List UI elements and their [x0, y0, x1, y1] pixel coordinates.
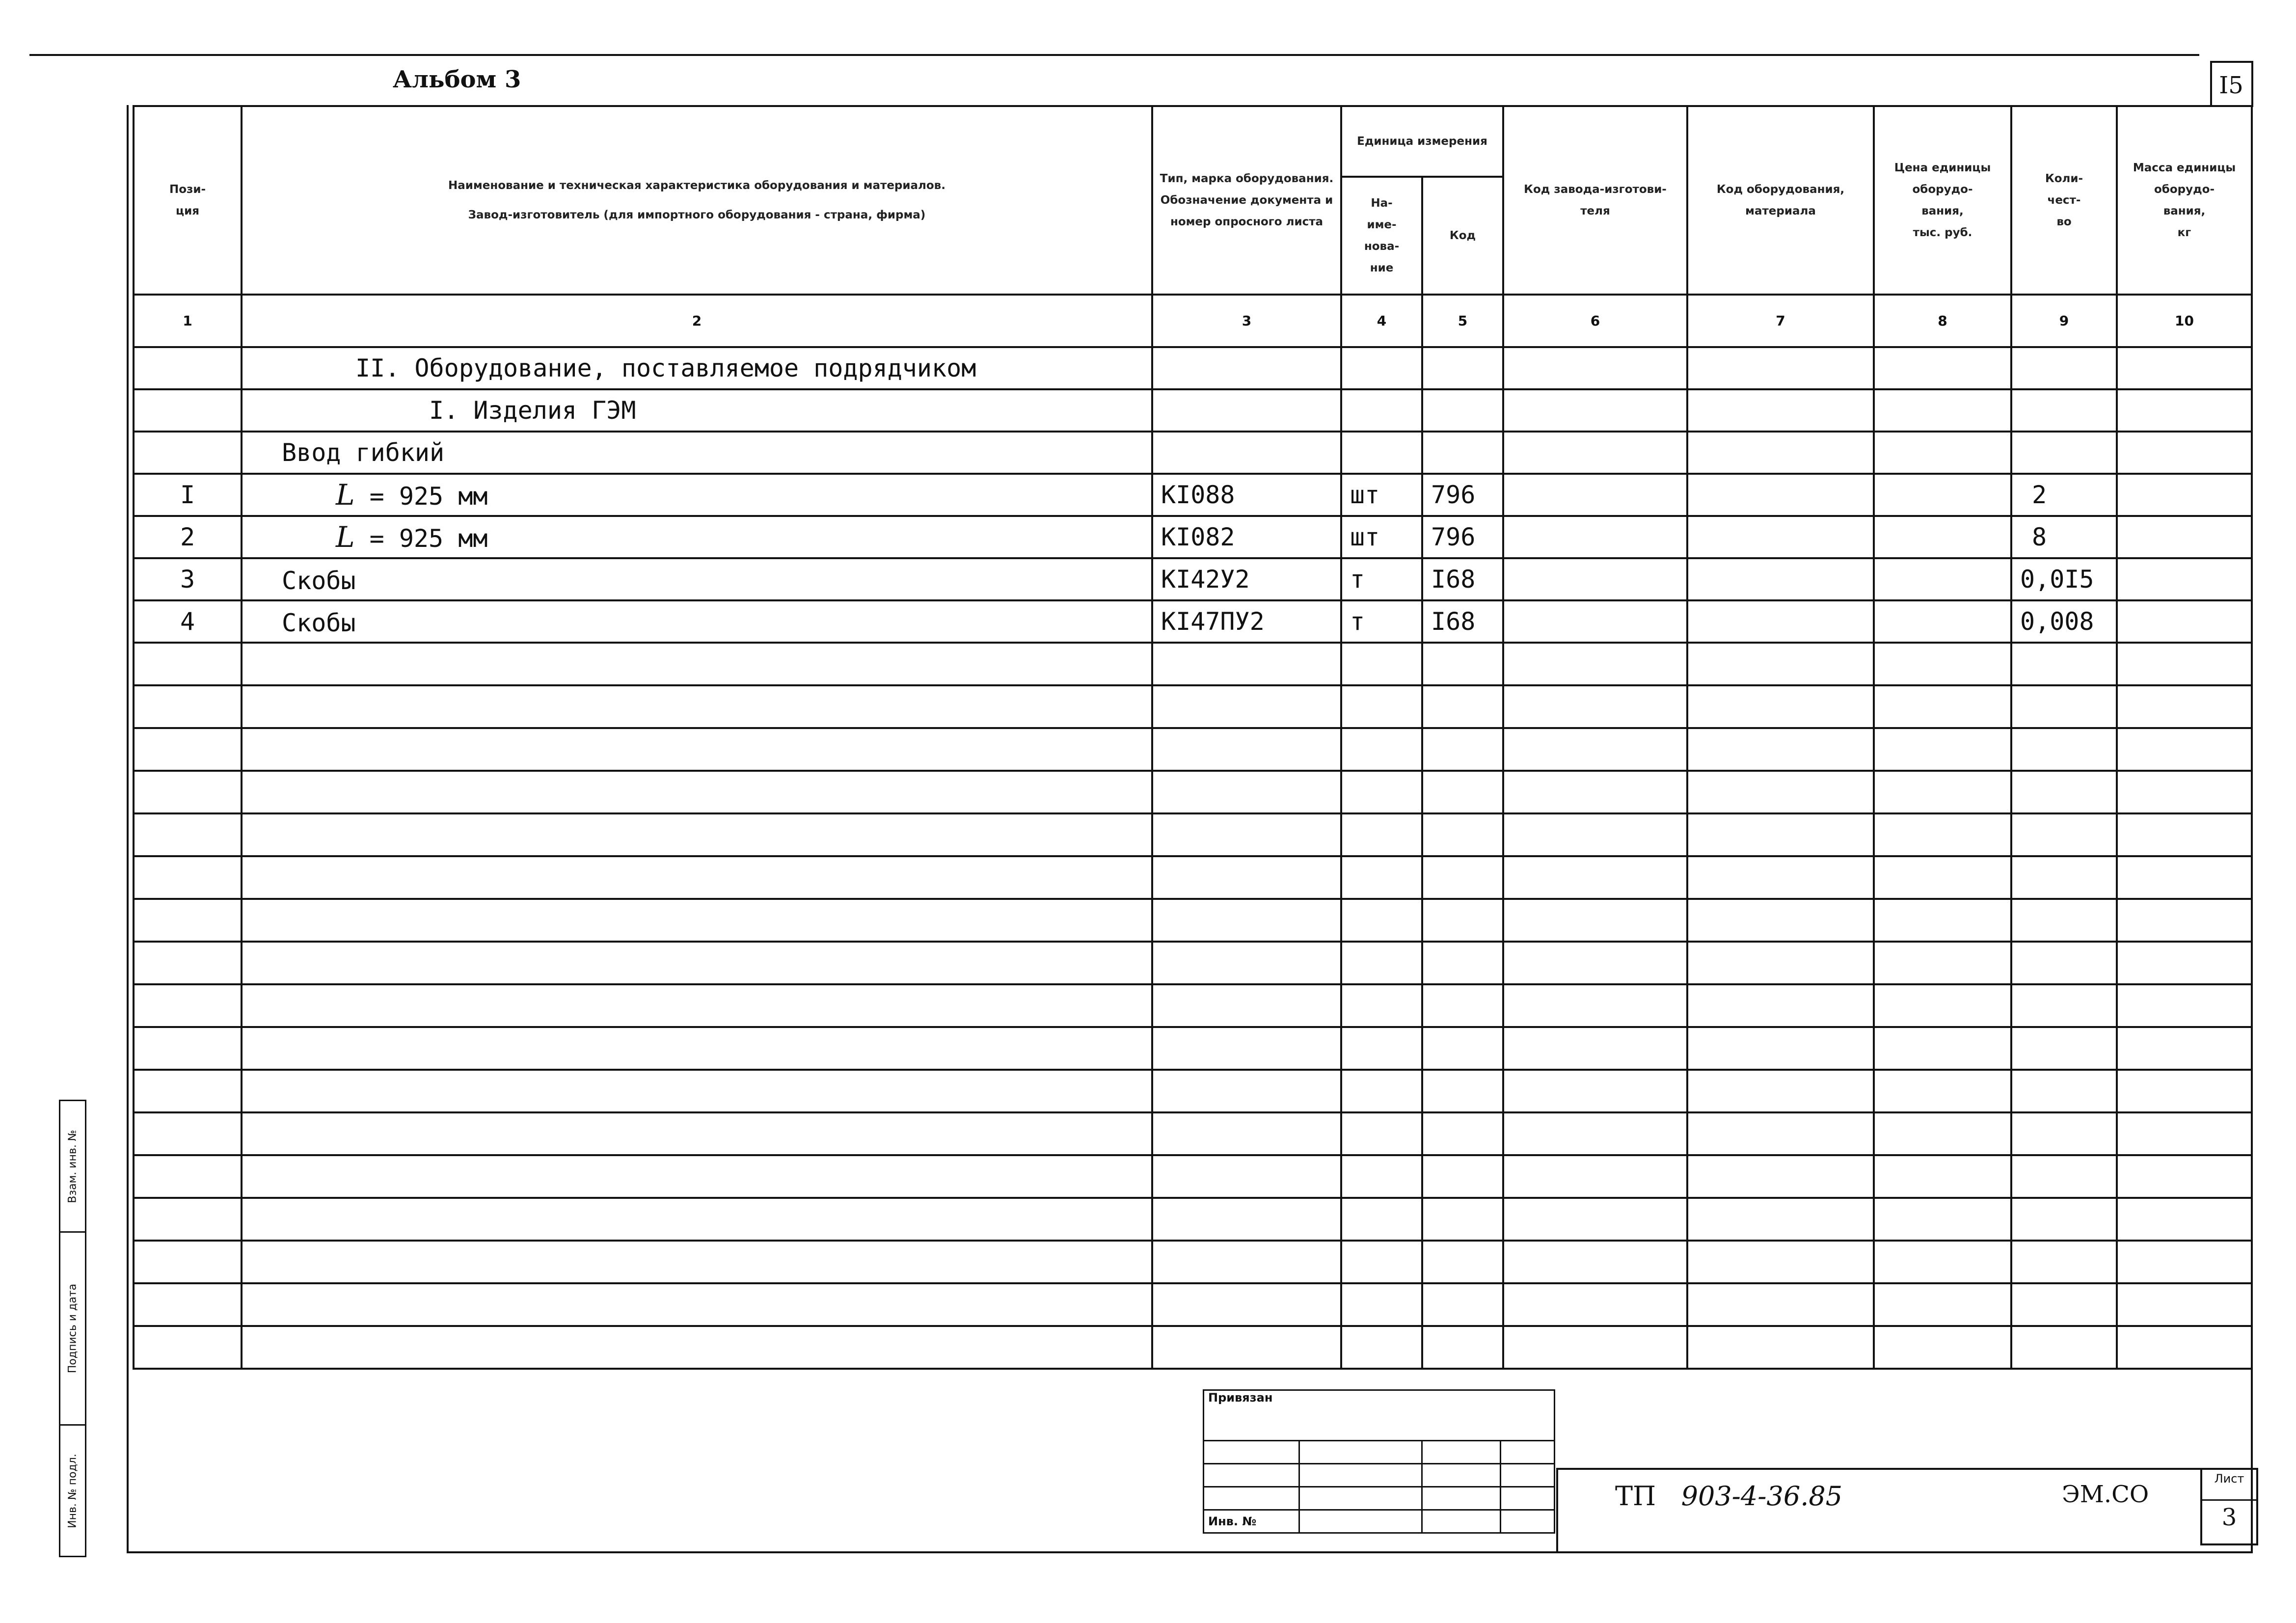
- empty-cell: [1152, 984, 1341, 1027]
- cell-unit-code: I68: [1422, 600, 1503, 643]
- col-number: 6: [1503, 295, 1687, 347]
- document-number: [1615, 1481, 1842, 1512]
- inv-no-label: Инв. №: [1204, 1510, 1299, 1533]
- empty-cell: [242, 1198, 1152, 1241]
- empty-rows: [134, 643, 2252, 1369]
- side-stamp-inv-podl: [59, 1424, 86, 1557]
- empty-cell: [1874, 813, 2011, 856]
- empty-cell: [134, 942, 242, 984]
- empty-cell: [2117, 1155, 2252, 1198]
- empty-cell: [242, 1027, 1152, 1070]
- cell-name-text: Скобы: [282, 567, 356, 595]
- empty-row: [134, 1241, 2252, 1283]
- empty-cell: [2117, 1283, 2252, 1326]
- empty-cell: [1687, 899, 1874, 942]
- empty-cell: [1341, 1155, 1422, 1198]
- empty-cell: [1422, 771, 1503, 813]
- empty-cell: [1152, 1241, 1341, 1283]
- cell-name-text: = 925 мм: [354, 524, 488, 553]
- cell-unit-name: т: [1341, 600, 1422, 643]
- empty-cell: [242, 1283, 1152, 1326]
- col-header-position: Пози- ция: [134, 106, 242, 295]
- empty-cell: [2117, 1027, 2252, 1070]
- document-code: 903-4-36.85: [1681, 1481, 1843, 1512]
- empty-cell: [134, 1283, 242, 1326]
- empty-cell: [1687, 685, 1874, 728]
- empty-cell: [1874, 1112, 2011, 1155]
- empty-cell: [1422, 1027, 1503, 1070]
- empty-cell: [2011, 1027, 2117, 1070]
- empty-cell: [1152, 1326, 1341, 1369]
- empty-cell: [2011, 685, 2117, 728]
- empty-cell: [134, 856, 242, 899]
- side-label-inv-podl: Инв. № подл.: [66, 1453, 79, 1528]
- empty-cell: [1341, 685, 1422, 728]
- empty-cell: [1503, 1326, 1687, 1369]
- cell-unit-code: I68: [1422, 558, 1503, 600]
- empty-cell: [242, 728, 1152, 771]
- col-number: 2: [242, 295, 1152, 347]
- empty-cell: [2117, 856, 2252, 899]
- empty-row: [134, 984, 2252, 1027]
- empty-row: [134, 1155, 2252, 1198]
- empty-cell: [1341, 856, 1422, 899]
- empty-cell: [1152, 728, 1341, 771]
- empty-cell: [1152, 1283, 1341, 1326]
- empty-cell: [1422, 1326, 1503, 1369]
- empty-cell: [2011, 1326, 2117, 1369]
- empty-cell: [1503, 1070, 1687, 1112]
- empty-cell: [2011, 942, 2117, 984]
- empty-cell: [1874, 1027, 2011, 1070]
- empty-row: [134, 1283, 2252, 1326]
- cell-unit-name: шт: [1341, 474, 1422, 516]
- cell-name-text: Скобы: [282, 609, 356, 637]
- cell-unit-name: шт: [1341, 516, 1422, 558]
- empty-cell: [2011, 728, 2117, 771]
- col-header-unit-name: На- име- нова- ние: [1341, 177, 1422, 295]
- empty-cell: [1152, 1198, 1341, 1241]
- empty-cell: [1687, 1283, 1874, 1326]
- empty-cell: [1152, 856, 1341, 899]
- empty-cell: [1152, 1155, 1341, 1198]
- empty-cell: [2011, 813, 2117, 856]
- empty-row: [134, 1027, 2252, 1070]
- empty-cell: [134, 1241, 242, 1283]
- col-number: 3: [1152, 295, 1341, 347]
- empty-cell: [1152, 899, 1341, 942]
- title-block-top-line: [1556, 1468, 2204, 1470]
- empty-cell: [134, 984, 242, 1027]
- empty-cell: [1341, 813, 1422, 856]
- col-header-name: Наименование и техническая характеристика оборудования и материалов. Завод-изготовитель (для импортного оборудования - страна, фирма): [242, 106, 1152, 295]
- empty-cell: [1687, 1198, 1874, 1241]
- cell-name: [242, 516, 1152, 558]
- empty-cell: [2011, 771, 2117, 813]
- col-number: 10: [2117, 295, 2252, 347]
- col-header-equipment-code: Код оборудования, материала: [1687, 106, 1874, 295]
- empty-cell: [134, 771, 242, 813]
- empty-cell: [242, 685, 1152, 728]
- empty-cell: [2117, 1198, 2252, 1241]
- col-header-mass: Масса единицы оборудо- вания, кг: [2117, 106, 2252, 295]
- empty-cell: [1687, 1155, 1874, 1198]
- empty-cell: [1874, 728, 2011, 771]
- col-header-manufacturer-code: Код завода-изготови- теля: [1503, 106, 1687, 295]
- empty-cell: [2011, 984, 2117, 1027]
- empty-cell: [2117, 984, 2252, 1027]
- empty-cell: [1422, 899, 1503, 942]
- column-numbers-row: [134, 295, 2252, 347]
- section-row: [134, 347, 2252, 389]
- empty-cell: [2117, 1112, 2252, 1155]
- table-row: [134, 516, 2252, 558]
- empty-cell: [1341, 1027, 1422, 1070]
- empty-cell: [2117, 643, 2252, 685]
- section-title: II. Оборудование, поставляемое подрядчиком: [242, 347, 1152, 389]
- col-header-unit-group: Единица измерения: [1341, 106, 1503, 177]
- empty-cell: [1152, 771, 1341, 813]
- empty-row: [134, 1112, 2252, 1155]
- empty-cell: [242, 1241, 1152, 1283]
- empty-row: [134, 856, 2252, 899]
- empty-cell: [1341, 728, 1422, 771]
- side-label-vzam-inv: Взам. инв. №: [66, 1129, 79, 1203]
- empty-cell: [1874, 1326, 2011, 1369]
- empty-cell: [2117, 771, 2252, 813]
- empty-cell: [1503, 984, 1687, 1027]
- cell-quantity: 0,008: [2011, 600, 2117, 643]
- cell-unit-code: 796: [1422, 516, 1503, 558]
- empty-cell: [1422, 1155, 1503, 1198]
- empty-cell: [2011, 1112, 2117, 1155]
- col-header-unit-code: Код: [1422, 177, 1503, 295]
- empty-cell: [1422, 643, 1503, 685]
- cell-quantity: 8: [2011, 516, 2117, 558]
- empty-cell: [2011, 1070, 2117, 1112]
- empty-cell: [1422, 1070, 1503, 1112]
- empty-cell: [1341, 942, 1422, 984]
- binding-stamp: [1203, 1389, 1555, 1534]
- col-header-type: Тип, марка оборудования. Обозначение документа и номер опросного листа: [1152, 106, 1341, 295]
- subsection-row: [134, 389, 2252, 432]
- empty-cell: [1503, 813, 1687, 856]
- empty-cell: [2117, 813, 2252, 856]
- empty-cell: [2011, 1155, 2117, 1198]
- document-mark: ЭМ.СО: [2062, 1481, 2149, 1508]
- empty-cell: [1687, 942, 1874, 984]
- cell-type: KI082: [1152, 516, 1341, 558]
- empty-cell: [1341, 771, 1422, 813]
- empty-cell: [242, 899, 1152, 942]
- empty-cell: [1687, 728, 1874, 771]
- empty-cell: [1422, 813, 1503, 856]
- empty-cell: [1341, 1112, 1422, 1155]
- empty-cell: [1152, 1070, 1341, 1112]
- empty-cell: [1152, 942, 1341, 984]
- empty-cell: [1687, 1241, 1874, 1283]
- empty-cell: [1503, 685, 1687, 728]
- empty-cell: [1874, 899, 2011, 942]
- empty-cell: [242, 984, 1152, 1027]
- empty-cell: [1874, 685, 2011, 728]
- empty-cell: [242, 1155, 1152, 1198]
- col-number: 7: [1687, 295, 1874, 347]
- cell-quantity: 2: [2011, 474, 2117, 516]
- empty-cell: [1152, 1112, 1341, 1155]
- empty-cell: [1874, 1070, 2011, 1112]
- cell-quantity: 0,0I5: [2011, 558, 2117, 600]
- cell-type: KI47ПУ2: [1152, 600, 1341, 643]
- empty-cell: [1152, 1027, 1341, 1070]
- empty-cell: [1503, 1155, 1687, 1198]
- header-row-top: [134, 106, 2252, 177]
- empty-cell: [1341, 1283, 1422, 1326]
- side-stamp-vzam-inv: [59, 1100, 86, 1233]
- empty-cell: [1341, 643, 1422, 685]
- cell-name-text: = 925 мм: [354, 482, 488, 511]
- empty-cell: [1503, 771, 1687, 813]
- empty-cell: [2117, 1241, 2252, 1283]
- cell-unit-code: 796: [1422, 474, 1503, 516]
- empty-row: [134, 643, 2252, 685]
- top-border-line: [29, 54, 2199, 56]
- empty-row: [134, 1326, 2252, 1369]
- empty-cell: [242, 813, 1152, 856]
- empty-cell: [134, 1112, 242, 1155]
- empty-cell: [1687, 643, 1874, 685]
- empty-row: [134, 813, 2252, 856]
- empty-cell: [1422, 856, 1503, 899]
- empty-cell: [1422, 1241, 1503, 1283]
- empty-cell: [1422, 1112, 1503, 1155]
- empty-cell: [2117, 1326, 2252, 1369]
- empty-cell: [242, 1326, 1152, 1369]
- empty-cell: [2117, 899, 2252, 942]
- col-number: 9: [2011, 295, 2117, 347]
- empty-cell: [134, 728, 242, 771]
- empty-cell: [1687, 856, 1874, 899]
- sheet-box: [2200, 1468, 2258, 1545]
- empty-cell: [1503, 728, 1687, 771]
- privyazan-label: Привязан: [1204, 1390, 1555, 1441]
- empty-cell: [2011, 856, 2117, 899]
- cell-type: KI088: [1152, 474, 1341, 516]
- empty-cell: [1341, 984, 1422, 1027]
- empty-cell: [1874, 1241, 2011, 1283]
- col-header-price: Цена единицы оборудо- вания, тыс. руб.: [1874, 106, 2011, 295]
- cell-position: I: [134, 474, 242, 516]
- length-symbol: L: [336, 478, 355, 512]
- empty-cell: [134, 685, 242, 728]
- empty-cell: [1874, 643, 2011, 685]
- empty-cell: [1874, 984, 2011, 1027]
- empty-cell: [134, 1326, 242, 1369]
- empty-cell: [1422, 685, 1503, 728]
- empty-cell: [1874, 1155, 2011, 1198]
- empty-cell: [1503, 1283, 1687, 1326]
- empty-cell: [1874, 856, 2011, 899]
- side-label-podpis-data: Подпись и дата: [66, 1283, 79, 1374]
- empty-cell: [1687, 771, 1874, 813]
- empty-cell: [134, 899, 242, 942]
- table-row: [134, 474, 2252, 516]
- empty-cell: [1503, 1241, 1687, 1283]
- empty-row: [134, 728, 2252, 771]
- empty-row: [134, 1198, 2252, 1241]
- cell-position: 3: [134, 558, 242, 600]
- empty-cell: [134, 1070, 242, 1112]
- table-row: [134, 558, 2252, 600]
- empty-cell: [1422, 1283, 1503, 1326]
- cell-position: 4: [134, 600, 242, 643]
- empty-cell: [1503, 942, 1687, 984]
- empty-row: [134, 942, 2252, 984]
- empty-cell: [1503, 856, 1687, 899]
- empty-cell: [134, 1155, 242, 1198]
- empty-cell: [242, 771, 1152, 813]
- title-block-left-line: [1556, 1468, 1558, 1551]
- cell-position: 2: [134, 516, 242, 558]
- empty-cell: [1687, 813, 1874, 856]
- empty-cell: [1152, 813, 1341, 856]
- sheet-page-number: 3: [2202, 1499, 2256, 1531]
- cell-type: KI42У2: [1152, 558, 1341, 600]
- empty-cell: [2011, 1283, 2117, 1326]
- empty-cell: [1687, 1070, 1874, 1112]
- empty-cell: [1874, 771, 2011, 813]
- bottom-border-line: [127, 1551, 2252, 1553]
- empty-cell: [134, 1027, 242, 1070]
- empty-cell: [1503, 1112, 1687, 1155]
- empty-cell: [2011, 1198, 2117, 1241]
- empty-cell: [2011, 899, 2117, 942]
- empty-cell: [1687, 1027, 1874, 1070]
- side-stamp-podpis-data: [59, 1231, 86, 1426]
- col-number: 1: [134, 295, 242, 347]
- empty-row: [134, 685, 2252, 728]
- empty-cell: [1341, 1241, 1422, 1283]
- empty-cell: [1152, 643, 1341, 685]
- empty-row: [134, 1070, 2252, 1112]
- empty-cell: [134, 1198, 242, 1241]
- col-number: 4: [1341, 295, 1422, 347]
- col-number: 5: [1422, 295, 1503, 347]
- empty-cell: [134, 813, 242, 856]
- empty-cell: [1687, 1326, 1874, 1369]
- length-symbol: L: [336, 520, 355, 554]
- subsection-title: I. Изделия ГЭМ: [242, 389, 1152, 432]
- sheet-number: I5: [2219, 72, 2243, 99]
- cell-name: [242, 600, 1152, 643]
- document-prefix: ТП: [1615, 1481, 1656, 1512]
- specification-table: [133, 105, 2253, 1370]
- empty-cell: [1874, 1198, 2011, 1241]
- empty-cell: [1341, 899, 1422, 942]
- empty-cell: [242, 643, 1152, 685]
- sheet-label: Лист: [2214, 1472, 2244, 1486]
- empty-cell: [1341, 1326, 1422, 1369]
- empty-cell: [2117, 728, 2252, 771]
- empty-cell: [134, 643, 242, 685]
- empty-cell: [242, 1112, 1152, 1155]
- cell-name: [242, 558, 1152, 600]
- empty-cell: [242, 856, 1152, 899]
- empty-cell: [242, 1070, 1152, 1112]
- empty-cell: [2011, 1241, 2117, 1283]
- empty-cell: [1874, 942, 2011, 984]
- empty-cell: [1422, 984, 1503, 1027]
- empty-row: [134, 899, 2252, 942]
- col-number: 8: [1874, 295, 2011, 347]
- empty-cell: [1503, 643, 1687, 685]
- empty-cell: [1503, 899, 1687, 942]
- empty-cell: [1152, 685, 1341, 728]
- empty-cell: [1422, 942, 1503, 984]
- empty-cell: [1687, 984, 1874, 1027]
- empty-cell: [1341, 1070, 1422, 1112]
- empty-cell: [242, 942, 1152, 984]
- cell-name: [242, 474, 1152, 516]
- album-title: Альбом 3: [393, 66, 521, 93]
- cell-unit-name: т: [1341, 558, 1422, 600]
- col-header-quantity: Коли- чест- во: [2011, 106, 2117, 295]
- empty-cell: [1874, 1283, 2011, 1326]
- empty-cell: [2011, 643, 2117, 685]
- empty-cell: [1503, 1198, 1687, 1241]
- empty-cell: [1687, 1112, 1874, 1155]
- empty-cell: [1341, 1198, 1422, 1241]
- table-row: [134, 600, 2252, 643]
- empty-cell: [2117, 685, 2252, 728]
- group-title: Ввод гибкий: [242, 432, 1152, 474]
- empty-cell: [2117, 1070, 2252, 1112]
- empty-cell: [1422, 1198, 1503, 1241]
- empty-cell: [1503, 1027, 1687, 1070]
- empty-cell: [2117, 942, 2252, 984]
- group-row: [134, 432, 2252, 474]
- empty-cell: [1422, 728, 1503, 771]
- empty-row: [134, 771, 2252, 813]
- left-border-line: [127, 105, 129, 1553]
